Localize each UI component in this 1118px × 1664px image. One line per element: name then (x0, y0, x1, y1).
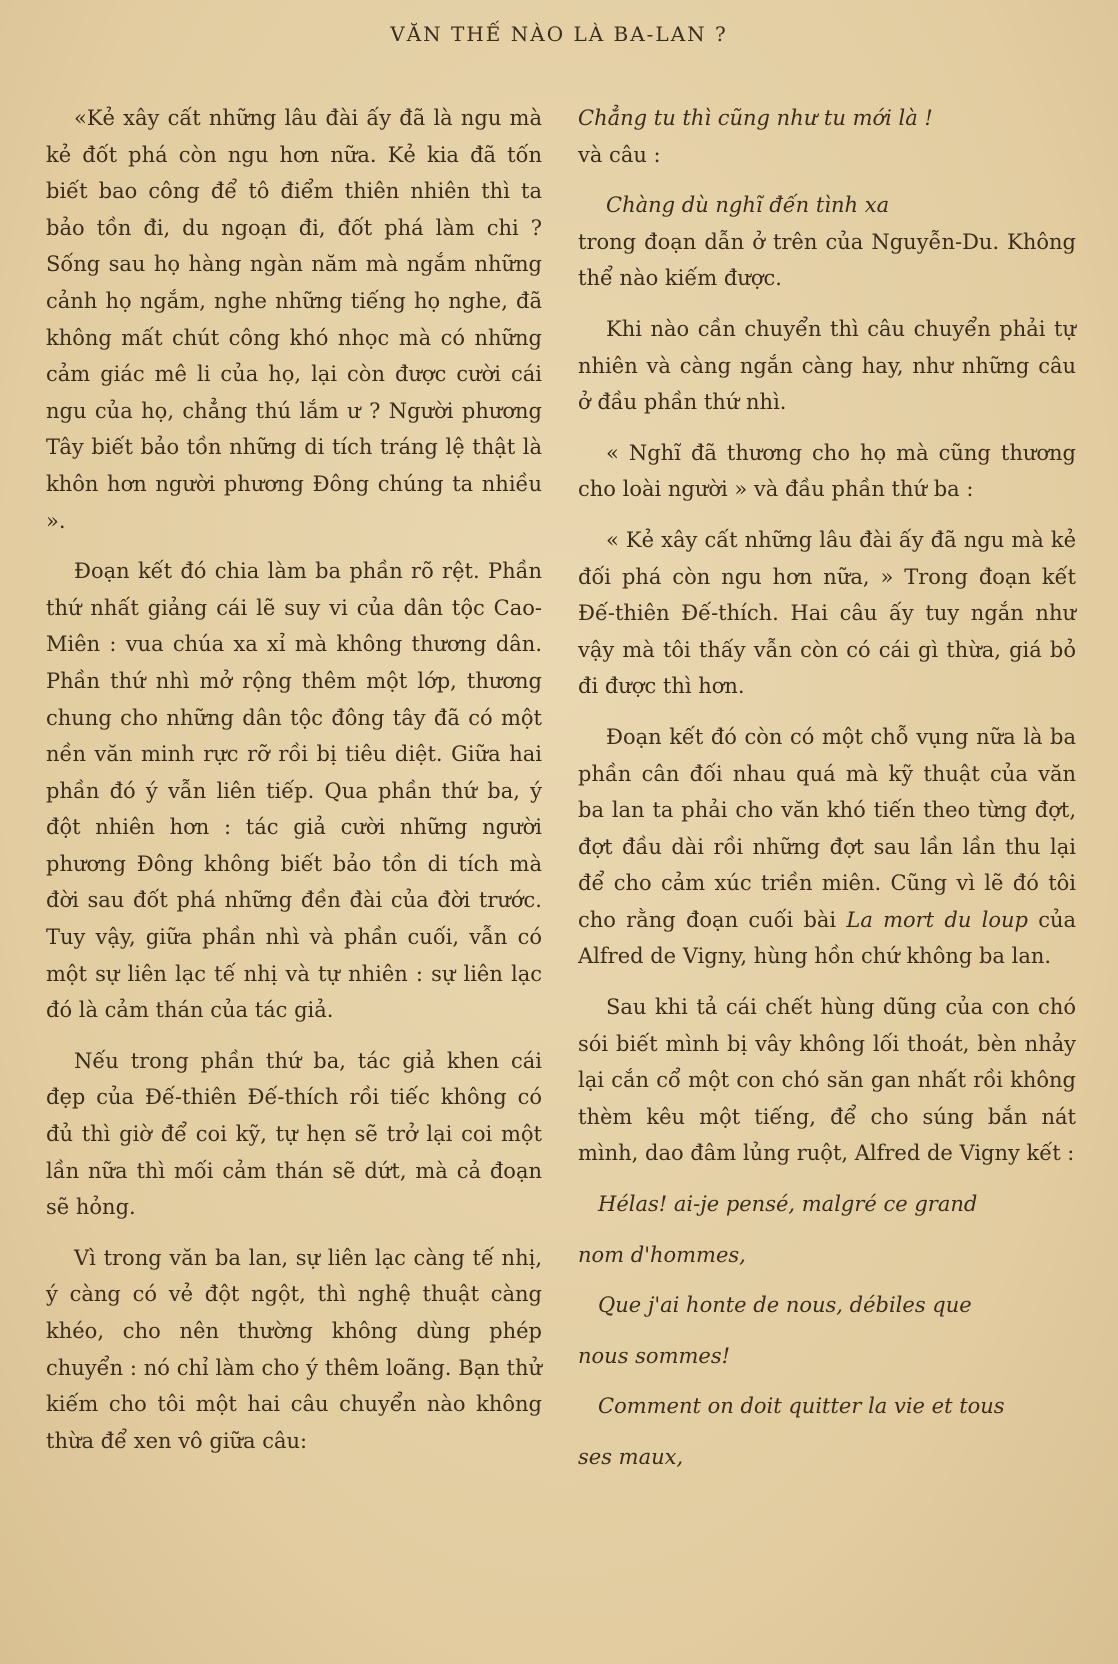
paragraph-third-part: Nếu trong phần thứ ba, tác giả khen cái đẹp của Đế-thiên Đế-thích rồi tiếc không có đủ thì giờ để coi kỹ, tự hẹn sẽ trở lại coi một lần nữa thì mối cảm thán sẽ dứt, mà cả đoạn sẽ hỏng. (46, 1048, 542, 1220)
verse-line-cont: ses maux, (578, 1445, 684, 1469)
paragraph-khi-nao: Khi nào cần chuyển thì câu chuyển phải tự nhiên và càng ngắn càng hay, như những câu ở đầu phần thứ nhì. (578, 316, 1076, 415)
quote-chang-du: Chàng dù nghĩ đến tình xa (606, 193, 890, 218)
doan-ket-text-a: Đoạn kết đó còn có một chỗ vụng nữa là ba phần cân đối nhau quá mà kỹ thuật của văn ba lan ta phải cho văn khó tiến theo từng đợt, đợt đầu dài rồi những đợt sau lần lần thu lại để cho cảm xúc triền miên. Cũng vì lẽ đó tôi cho rằng đoạn cuối bài (578, 724, 1076, 932)
paragraph-doan-ket (578, 719, 1076, 975)
work-title: La mort du loup (846, 907, 1028, 932)
paragraph-nghi-da: « Nghĩ đã thương cho họ mà cũng thương cho loài người » và đầu phần thứ ba : (578, 440, 1076, 502)
running-header: VĂN THẾ NÀO LÀ BA-LAN ? (390, 22, 728, 46)
text-va-cau: và câu : (578, 142, 661, 167)
paragraph-ke-xay: « Kẻ xây cất những lâu đài ấy đã ngu mà kẻ đối phá còn ngu hơn nữa, » Trong đoạn kết Đế-thiên Đế-thích. Hai câu ấy tuy ngắn như vậy mà tôi thấy vẫn còn có cái gì thừa, giá bỏ đi được thì hơn. (578, 527, 1076, 699)
paragraph-transition: Vì trong văn ba lan, sự liên lạc càng tế nhị, ý càng có vẻ đột ngột, thì nghệ thuật càng khéo, cho nên thường không dùng phép chuyển : nó chỉ làm cho ý thêm loãng. Bạn thử kiếm cho tôi một hai câu chuyển nào không thừa để xen vô giữa câu: (46, 1245, 542, 1453)
paragraph-sau-khi: Sau khi tả cái chết hùng dũng của con chó sói biết mình bị vây không lối thoát, bèn nhảy lại cắn cổ một con chó săn gan nhất rồi không thèm kêu một tiếng, để cho súng bắn nát mình, dao đâm lủng ruột, Alfred de Vigny kết : (578, 995, 1076, 1166)
paragraph-nguyen-du: trong đoạn dẫn ở trên của Nguyễn-Du. Không thể nào kiếm được. (578, 229, 1076, 291)
paragraph-quote: «Kẻ xây cất những lâu đài ấy đã là ngu mà kẻ đốt phá còn ngu hơn nữa. Kẻ kia đã tốn biết bao công để tô điểm thiên nhiên thì ta bảo tồn đi, du ngoạn đi, đốt phá làm chi ? Sống sau họ hàng ngàn năm mà ngắm những cảnh họ ngắm, nghe những tiếng họ nghe, đã không mất chút công khó nhọc mà có những cảm giác mê li của họ, lại còn được cười cái ngu của họ, chẳng thú lắm ư ? Người phương Tây biết bảo tồn những di tích tráng lệ thật là khôn hơn người phương Đông chúng ta nhiều ». (46, 106, 542, 533)
verse-line-cont: nom d'hommes, (578, 1242, 746, 1267)
verse-line: Hélas! ai-je pensé, malgré ce grand (598, 1192, 978, 1217)
verse-line: Que j'ai honte de nous, débiles que (598, 1293, 972, 1318)
left-column (46, 100, 542, 1473)
paragraph-analysis: Đoạn kết đó chia làm ba phần rõ rệt. Phần thứ nhất giảng cái lẽ suy vi của dân tộc Cao-Miên : vua chúa xa xỉ mà không thương dân. Phần thứ nhì mở rộng thêm một lớp, thương chung cho những dân tộc đông tây đã có một nền văn minh rực rỡ rồi bị tiêu diệt. Giữa hai phần đó ý vẫn liên tiếp. Qua phần thứ ba, ý đột nhiên hơn : tác giả cười những người phương Đông không biết bảo tồn di tích mà đời sau đốt phá những đền đài của đời trước. Tuy vậy, giữa phần nhì và phần cuối, vẫn có một sự liên lạc tế nhị và tự nhiên : sự liên lạc đó là cảm thán của tác giả. (46, 559, 542, 1023)
quote-chang-tu: Chẳng tu thì cũng như tu mới là ! (578, 106, 933, 130)
verse-line: Comment on doit quitter la vie et tous (598, 1394, 1005, 1419)
doan-ket-text-b: của Alfred de Vigny, hùng hồn chứ không ba lan. (578, 907, 1076, 969)
verse-line-cont: nous sommes! (578, 1343, 731, 1368)
right-column (578, 100, 1076, 1490)
french-verse (578, 1186, 1076, 1476)
